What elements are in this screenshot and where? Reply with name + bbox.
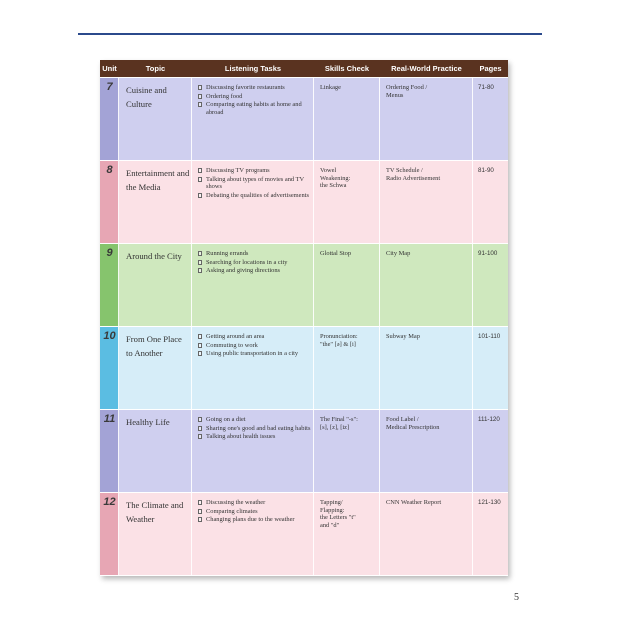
task-text: Running errands <box>206 250 249 257</box>
task-text: Getting around an area <box>206 333 265 340</box>
listening-tasks-cell <box>192 244 314 326</box>
checkbox-bullet-icon <box>198 351 202 356</box>
checkbox-bullet-icon <box>198 509 202 514</box>
table-row <box>100 409 508 492</box>
task-text: Comparing climates <box>206 507 258 515</box>
pages-range: 91-100 <box>478 250 498 257</box>
header-listening-tasks: Listening Tasks <box>224 64 282 73</box>
skills-check-cell <box>314 327 380 409</box>
unit-number: 8 <box>106 164 113 176</box>
checkbox-bullet-icon <box>198 102 202 107</box>
checkbox-bullet-icon <box>198 517 202 522</box>
top-rule <box>78 33 542 35</box>
checkbox-bullet-icon <box>198 94 202 99</box>
listening-tasks-cell <box>192 327 314 409</box>
task-text: Searching for locations in a city <box>206 258 288 266</box>
list-item <box>198 425 312 433</box>
checkbox-bullet-icon <box>198 334 202 339</box>
listening-tasks-cell <box>192 493 314 575</box>
unit-topic: Cuisine and Culture <box>126 85 167 109</box>
skills-check-cell <box>314 161 380 243</box>
task-text: Asking and giving directions <box>206 267 281 275</box>
unit-cell <box>100 161 119 243</box>
skills-check-text: Linkage <box>320 84 341 91</box>
pages-cell <box>473 493 508 575</box>
real-world-practice-cell <box>380 410 473 492</box>
pages-range: 111-120 <box>478 416 500 423</box>
checkbox-bullet-icon <box>198 343 202 348</box>
listening-tasks-list <box>198 416 312 442</box>
list-item <box>198 192 312 200</box>
real-world-practice-text: CNN Weather Report <box>386 499 442 506</box>
unit-cell <box>100 78 119 160</box>
task-text: Commuting to work <box>206 341 258 349</box>
unit-topic: The Climate and Weather <box>126 500 184 524</box>
checkbox-bullet-icon <box>198 500 202 505</box>
unit-cell <box>100 244 119 326</box>
topic-cell <box>119 493 192 575</box>
checkbox-bullet-icon <box>198 426 202 431</box>
list-item <box>198 342 312 350</box>
skills-check-cell <box>314 493 380 575</box>
table-row <box>100 492 508 575</box>
pages-cell <box>473 161 508 243</box>
pages-range: 121-130 <box>478 499 501 506</box>
checkbox-bullet-icon <box>198 251 202 256</box>
list-item <box>198 93 312 101</box>
list-item <box>198 333 312 341</box>
task-text: Discussing TV programs <box>206 167 270 174</box>
checkbox-bullet-icon <box>198 177 202 182</box>
listening-tasks-list <box>198 84 312 117</box>
task-text: Ordering food <box>206 92 243 100</box>
task-text: Changing plans due to the weather <box>206 516 295 524</box>
checkbox-bullet-icon <box>198 260 202 265</box>
topic-cell <box>119 78 192 160</box>
list-item <box>198 167 312 175</box>
task-text: Sharing one's good and bad eating habits <box>206 424 311 432</box>
real-world-practice-cell <box>380 493 473 575</box>
task-text: Discussing favorite restaurants <box>206 84 285 91</box>
page-number: 5 <box>514 592 519 603</box>
listening-tasks-cell <box>192 78 314 160</box>
header-pages: Pages <box>479 64 502 73</box>
skills-check-text: Tapping/ Flapping: the Letters "t" and "d" <box>320 499 356 529</box>
skills-check-text: Vowel Weakening: the Schwa <box>320 167 351 190</box>
pages-cell <box>473 327 508 409</box>
list-item <box>198 250 312 258</box>
unit-topic: From One Place to Another <box>126 334 182 358</box>
real-world-practice-cell <box>380 327 473 409</box>
unit-number: 7 <box>106 81 113 93</box>
skills-check-text: Glottal Stop <box>320 250 352 257</box>
pages-range: 101-110 <box>478 333 501 340</box>
skills-check-text: Pronunciation: "the" [ə] & [i] <box>320 333 358 348</box>
unit-number: 11 <box>103 413 116 425</box>
skills-check-text: The Final "-s": [s], [z], [iz] <box>320 416 358 431</box>
list-item <box>198 508 312 516</box>
unit-cell <box>100 327 119 409</box>
task-text: Debating the qualities of advertisements <box>206 191 309 199</box>
unit-topic: Entertainment and the Media <box>126 168 190 192</box>
unit-topic: Healthy Life <box>126 417 170 427</box>
checkbox-bullet-icon <box>198 85 202 90</box>
unit-cell <box>100 493 119 575</box>
topic-cell <box>119 410 192 492</box>
unit-number: 9 <box>106 247 113 259</box>
contents-table <box>100 60 508 576</box>
unit-cell <box>100 410 119 492</box>
skills-check-cell <box>314 410 380 492</box>
unit-topic: Around the City <box>126 251 182 261</box>
table-row <box>100 243 508 326</box>
list-item <box>198 267 312 275</box>
checkbox-bullet-icon <box>198 417 202 422</box>
topic-cell <box>119 161 192 243</box>
pages-cell <box>473 78 508 160</box>
real-world-practice-cell <box>380 244 473 326</box>
pages-range: 81-90 <box>478 167 494 174</box>
listening-tasks-cell <box>192 410 314 492</box>
listening-tasks-list <box>198 499 312 525</box>
table-row <box>100 326 508 409</box>
real-world-practice-text: TV Schedule / Radio Advertisement <box>386 167 441 182</box>
list-item <box>198 350 312 358</box>
list-item <box>198 176 312 191</box>
list-item <box>198 101 312 116</box>
header-unit: Unit <box>102 64 117 73</box>
pages-cell <box>473 244 508 326</box>
checkbox-bullet-icon <box>198 268 202 273</box>
task-text: Discussing the weather <box>206 499 266 506</box>
listening-tasks-cell <box>192 161 314 243</box>
table-row <box>100 77 508 160</box>
list-item <box>198 259 312 267</box>
list-item <box>198 499 312 507</box>
listening-tasks-list <box>198 167 312 200</box>
topic-cell <box>119 327 192 409</box>
header-real-world-practice: Real-World Practice <box>391 64 462 73</box>
real-world-practice-cell <box>380 161 473 243</box>
topic-cell <box>119 244 192 326</box>
list-item <box>198 416 312 424</box>
table-row <box>100 160 508 243</box>
real-world-practice-text: Subway Map <box>386 333 420 340</box>
list-item <box>198 516 312 524</box>
checkbox-bullet-icon <box>198 434 202 439</box>
real-world-practice-text: Ordering Food / Menus <box>386 84 428 99</box>
task-text: Talking about health issues <box>206 433 276 441</box>
header-skills-check: Skills Check <box>324 64 370 73</box>
skills-check-cell <box>314 78 380 160</box>
listening-tasks-list <box>198 333 312 359</box>
task-text: Going on a diet <box>206 416 246 423</box>
header-topic: Topic <box>145 64 166 73</box>
listening-tasks-list <box>198 250 312 276</box>
unit-number: 10 <box>103 330 116 342</box>
real-world-practice-text: City Map <box>386 250 411 257</box>
checkbox-bullet-icon <box>198 193 202 198</box>
list-item <box>198 84 312 92</box>
task-text: Comparing eating habits at home and abroad <box>206 101 302 116</box>
unit-number: 12 <box>103 496 116 508</box>
pages-range: 71-80 <box>478 84 494 91</box>
list-item <box>198 433 312 441</box>
task-text: Using public transportation in a city <box>206 350 299 358</box>
table-header <box>100 60 508 77</box>
real-world-practice-text: Food Label / Medical Prescription <box>386 416 440 431</box>
real-world-practice-cell <box>380 78 473 160</box>
task-text: Talking about types of movies and TV shows <box>206 175 305 191</box>
checkbox-bullet-icon <box>198 168 202 173</box>
skills-check-cell <box>314 244 380 326</box>
pages-cell <box>473 410 508 492</box>
